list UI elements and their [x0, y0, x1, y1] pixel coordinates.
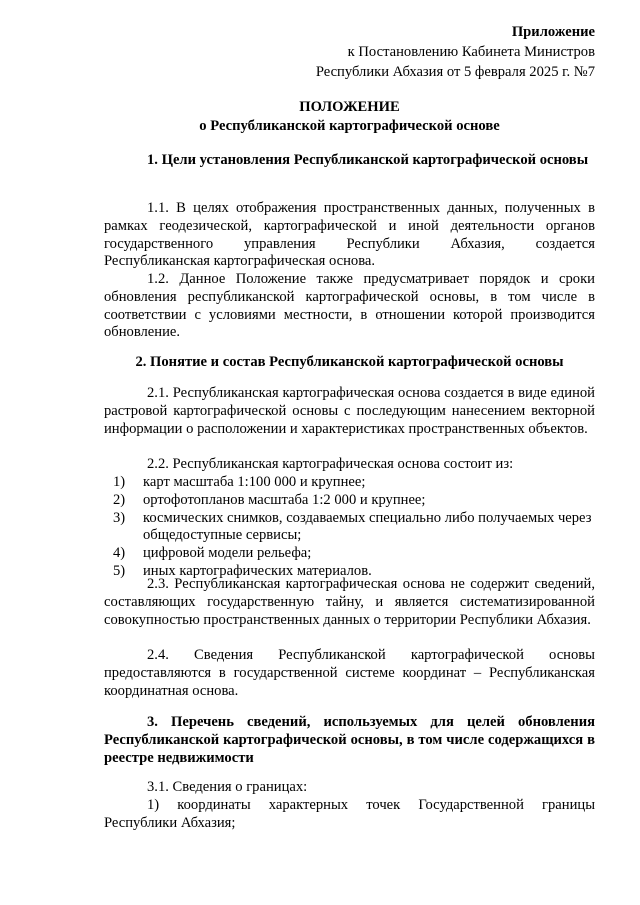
- paragraph-1-2: 1.2. Данное Положение также предусматривает порядок и сроки обновления республиканской картографической основы, в том числе в соответствии с условиями местности, в отношении которой производится обновление.: [104, 271, 595, 341]
- paragraph-2-2: 2.2. Республиканская картографическая основа состоит из:: [147, 456, 514, 472]
- appendix-label: Приложение: [511, 24, 595, 40]
- title-main: ПОЛОЖЕНИЕ: [299, 99, 400, 115]
- list-item-text: ортофотопланов масштаба 1:2 000 и крупнее;: [143, 491, 426, 508]
- list-item: [104, 474, 595, 492]
- list-item-number: 1): [113, 474, 126, 490]
- paragraph-2-1: 2.1. Республиканская картографическая основа создается в виде единой растровой картографической основы с последующим нанесением векторной информации о расположении и характеристиках пространственных объектов.: [104, 385, 595, 437]
- list-item-text: карт масштаба 1:100 000 и крупнее;: [143, 474, 366, 490]
- list-item-number: 3): [113, 509, 126, 526]
- list-item: [104, 492, 595, 510]
- list-item: [104, 510, 595, 546]
- list-item-text: цифровой модели рельефа;: [143, 545, 312, 562]
- document-title: [104, 98, 595, 136]
- resolution-reference: к Постановлению Кабинета Министров: [347, 44, 595, 60]
- section-3-heading: 3. Перечень сведений, используемых для целей обновления Республиканской картографической основы, в том числе содержащихся в реестре недвижимости: [104, 714, 595, 766]
- composition-list: [104, 474, 595, 581]
- list-item-number: 4): [113, 545, 126, 562]
- paragraph-3-1-item-1: 1) координаты характерных точек Государственной границы Республики Абхазия;: [104, 797, 595, 831]
- resolution-date: Республики Абхазия от 5 февраля 2025 г. №7: [315, 64, 595, 80]
- paragraph-2-3: 2.3. Республиканская картографическая основа не содержит сведений, составляющих государственную тайну, и является систематизированной совокупностью пространственных данных о территории Республики Абхазия.: [104, 576, 595, 628]
- document-header: [104, 22, 595, 82]
- paragraph-2-4: 2.4. Сведения Республиканской картографической основы предоставляются в государственной системе координат – Республиканская координатная основа.: [104, 647, 595, 699]
- list-item-number: 2): [113, 491, 126, 508]
- list-item-number: 5): [113, 562, 126, 579]
- title-sub: о Республиканской картографической основе: [199, 118, 500, 134]
- list-item-text: иных картографических материалов.: [143, 562, 372, 579]
- list-item: [104, 545, 595, 563]
- section-1-heading: 1. Цели установления Республиканской картографической основы: [147, 152, 589, 168]
- paragraph-3-1: 3.1. Сведения о границах:: [147, 779, 308, 795]
- section-2-heading: 2. Понятие и состав Республиканской картографической основы: [135, 354, 564, 370]
- list-item-text: космических снимков, создаваемых специально либо получаемых через общедоступные сервисы;: [143, 509, 592, 544]
- paragraph-1-1: 1.1. В целях отображения пространственных данных, полученных в рамках геодезической, картографической и иной деятельности органов государственного управления Республики Абхазия, создается Республиканская картографическая основа.: [104, 200, 595, 270]
